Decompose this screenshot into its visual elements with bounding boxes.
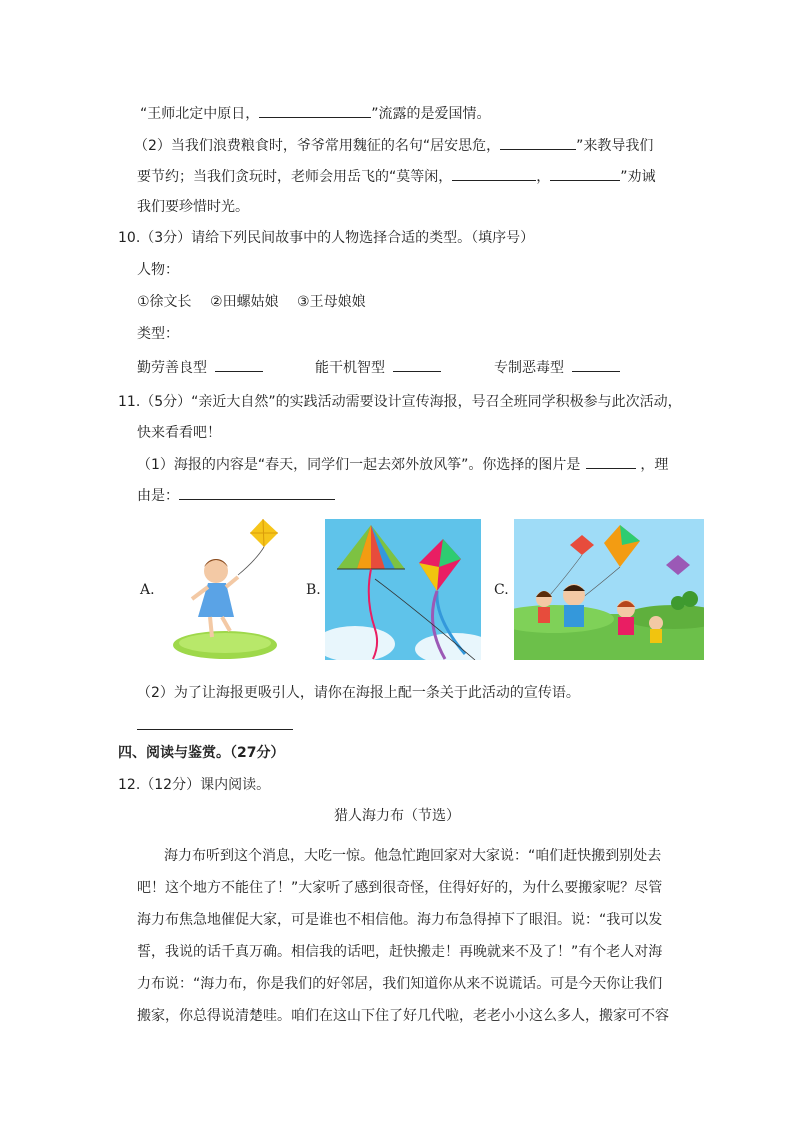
passage-line: 海力布焦急地催促大家，可是谁也不相信他。海力布急得掉下了眼泪。说：“我可以发	[137, 912, 663, 928]
type-item: 专制恶毒型	[494, 360, 564, 376]
option-a-label: A.	[140, 582, 155, 598]
option-c-label: C.	[494, 582, 509, 598]
line-text: 要节约；当我们贪玩时，老师会用岳飞的“莫等闲，	[137, 169, 453, 185]
text-line: 我们要珍惜时光。	[137, 199, 249, 215]
line-text: （2）当我们浪费粮食时，爷爷常用魏征的名句“居安思危，	[134, 138, 501, 154]
kites-sky-picture[interactable]	[325, 519, 481, 660]
text-line: 快来看看吧！	[137, 425, 221, 441]
two-kites-icon	[325, 519, 481, 660]
people-list	[137, 292, 366, 312]
type-item: 勤劳善良型	[137, 360, 207, 376]
line-text: ”来教导我们	[576, 138, 654, 154]
answer-blank[interactable]	[215, 357, 263, 372]
types-row	[315, 357, 441, 378]
line-text: ”流露的是爱国情。	[371, 106, 491, 122]
line-text: 由是：	[137, 488, 179, 504]
line-text: ”劝诫	[620, 169, 656, 185]
text-line	[137, 454, 668, 475]
line-text: （1）海报的内容是“春天，同学们一起去郊外放风筝”。你选择的图片是	[137, 457, 581, 473]
question-10: 10.（3分）请给下列民间故事中的人物选择合适的类型。（填序号）	[118, 230, 535, 246]
text-line	[137, 485, 335, 506]
types-row	[494, 357, 620, 378]
answer-blank[interactable]	[572, 357, 620, 372]
answer-blank[interactable]	[259, 103, 371, 118]
section-heading: 四、阅读与鉴赏。（27分）	[118, 745, 285, 761]
answer-blank[interactable]	[452, 166, 536, 181]
children-kites-picture[interactable]	[514, 519, 704, 660]
person-item: ③王母娘娘	[297, 294, 366, 310]
answer-blank[interactable]	[586, 454, 636, 469]
passage-line: 吧！这个地方不能住了！”大家听了感到很奇怪，住得好好的，为什么要搬家呢？尽管	[137, 880, 663, 896]
people-label: 人物：	[137, 262, 179, 278]
passage-line: 搬家，你总得说清楚哇。咱们在这山下住了好几代啦，老老小小这么多人，搬家可不容	[137, 1008, 669, 1024]
answer-blank[interactable]	[179, 485, 335, 500]
question-12: 12.（12分）课内阅读。	[118, 777, 271, 793]
answer-blank[interactable]	[393, 357, 441, 372]
passage-line: 力布说：“海力布，你是我们的好邻居，我们知道你从来不说谎话。可是今天你让我们	[137, 976, 663, 992]
line-text: ，理	[640, 457, 669, 473]
types-row	[137, 357, 263, 378]
question-11: 11.（5分）“亲近大自然”的实践活动需要设计宣传海报，号召全班同学积极参与此次活动，	[118, 394, 682, 410]
person-item: ②田螺姑娘	[210, 294, 279, 310]
line-text: ，	[536, 169, 551, 185]
answer-blank[interactable]	[550, 166, 620, 181]
types-label: 类型：	[137, 326, 179, 342]
passage-title: 猎人海力布（节选）	[334, 808, 460, 824]
text-line	[134, 135, 653, 156]
option-b-label: B.	[306, 582, 321, 598]
passage-line: 誓，我说的话千真万确。相信我的话吧，赶快搬走！再晚就来不及了！”有个老人对海	[137, 944, 663, 960]
passage-line: 海力布听到这个消息，大吃一惊。他急忙跑回家对大家说：“咱们赶快搬到别处去	[164, 848, 662, 864]
line-text: “王师北定中原日，	[140, 106, 260, 122]
type-item: 能干机智型	[315, 360, 385, 376]
text-line	[137, 166, 656, 187]
answer-blank[interactable]	[500, 135, 576, 150]
answer-blank[interactable]	[137, 715, 293, 730]
kite-girl-picture[interactable]	[168, 515, 286, 665]
girl-flying-kite-icon	[168, 515, 286, 665]
person-item: ①徐文长	[137, 294, 192, 310]
children-flying-kites-icon	[514, 519, 704, 660]
text-line: （2）为了让海报更吸引人，请你在海报上配一条关于此活动的宣传语。	[137, 685, 580, 701]
text-line	[140, 103, 491, 124]
